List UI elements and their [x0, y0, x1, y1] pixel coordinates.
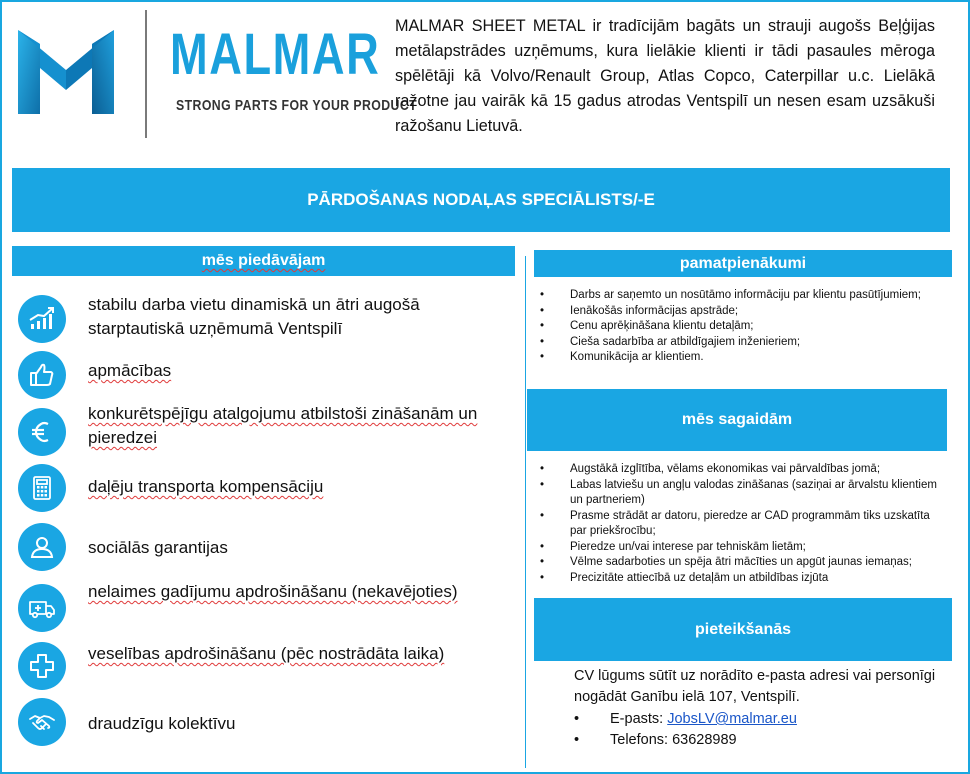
offer-item [18, 402, 518, 462]
list-item: • Komunikācija ar klientiem. [530, 350, 930, 366]
offer-item [18, 580, 518, 640]
list-item: • Cieša sadarbība ar atbildīgajiem inženieriem; [530, 335, 930, 351]
offer-item [18, 698, 518, 758]
offer-item [18, 523, 518, 583]
offer-item-text: draudzīgu kolektīvu [88, 714, 236, 733]
growth-chart-icon [18, 295, 66, 343]
malmar-logo-icon [18, 30, 114, 114]
logo-wordmark: MALMAR [170, 22, 381, 87]
requirements-heading: mēs sagaidām [681, 411, 793, 428]
list-item: • Precizitāte attiecībā uz detaļām un atbildības izjūta [530, 571, 945, 587]
offer-heading: mēs piedāvājam [201, 252, 326, 269]
offer-item-text: daļēju transporta kompensāciju [88, 477, 324, 496]
duties-heading: pamatpienākumi [679, 254, 807, 272]
duties-heading-bar [534, 250, 952, 277]
apply-instructions: CV lūgums sūtīt uz norādīto e-pasta adresi vai personīgi nogādāt Ganību ielā 107, Ventspilī. [574, 668, 936, 705]
list-item: • Augstākā izglītība, vēlams ekonomikas vai pārvaldības jomā; [530, 462, 945, 478]
requirements-heading-bar [527, 389, 947, 451]
person-icon [18, 523, 66, 571]
ambulance-icon [18, 584, 66, 632]
offer-item [18, 642, 518, 702]
offer-item-text: sociālās garantijas [88, 538, 228, 557]
calculator-icon [18, 464, 66, 512]
email-label: E-pasts: [610, 711, 668, 727]
company-intro: MALMAR SHEET METAL ir tradīcijām bagāts un strauji augošs Beļģijas metālapstrādes uzņēmums, kura lielākie klienti ir tādi pasaules mēroga spēlētāji kā Volvo/Renault Group, Atlas Copco, Caterpillar u.c. Lielākā ražotne jau vairāk kā 15 gadus atrodas Ventspilī un nesen esam uzsākuši ražošanu Lietuvā. [395, 17, 935, 135]
list-item: • Prasme strādāt ar datoru, pieredze ar CAD programmām tiks uzskatīta par priekšrocību; [530, 509, 945, 540]
position-title-banner [12, 168, 950, 232]
offer-item [18, 464, 518, 524]
requirements-list [530, 462, 945, 586]
apply-heading-bar [534, 598, 952, 661]
list-item: • Darbs ar saņemto un nosūtāmo informāciju par klientu pasūtījumiem; [530, 288, 930, 304]
duties-list [530, 288, 930, 366]
offer-item-text: nelaimes gadījumu apdrošināšanu (nekavējoties) [88, 582, 458, 601]
offer-item-text: stabilu darba vietu dinamiskā un ātri augošā starptautiskā uzņēmumā Ventspilī [88, 295, 420, 338]
handshake-icon [18, 698, 66, 746]
logo-divider [145, 10, 147, 138]
offer-item [18, 293, 518, 353]
medical-cross-icon [18, 642, 66, 690]
thumbs-up-icon [18, 351, 66, 399]
position-title: PĀRDOŠANAS NODAĻAS SPECIĀLISTS/-E [307, 190, 655, 209]
email-item [574, 709, 797, 730]
offer-heading-bar [12, 246, 515, 276]
list-item: • Cenu aprēķināšana klientu detaļām; [530, 319, 930, 335]
phone-item: • Telefons: 63628989 [574, 730, 797, 751]
offer-item-text: veselības apdrošināšanu (pēc nostrādāta laika) [88, 644, 445, 663]
contact-list [574, 709, 797, 751]
logo-tagline: STRONG PARTS FOR YOUR PRODUCT [176, 97, 418, 114]
list-item: • Ienākošās informācijas apstrāde; [530, 304, 930, 320]
offer-item-text: konkurētspējīgu atalgojumu atbilstoši zināšanām un pieredzei [88, 404, 478, 447]
list-item: • Pieredze un/vai interese par tehniskām lietām; [530, 540, 945, 556]
list-item: • Vēlme sadarboties un spēja ātri mācīties un apgūt jaunas iemaņas; [530, 555, 945, 571]
list-item: • Labas latviešu un angļu valodas zināšanas (saziņai ar ārvalstu klientiem un partneriem) [530, 478, 945, 509]
offer-item-text: apmācības [88, 361, 172, 380]
apply-heading: pieteikšanās [694, 620, 792, 638]
email-link[interactable]: JobsLV@malmar.eu [667, 711, 797, 727]
column-divider [525, 256, 526, 768]
euro-icon [18, 408, 66, 456]
